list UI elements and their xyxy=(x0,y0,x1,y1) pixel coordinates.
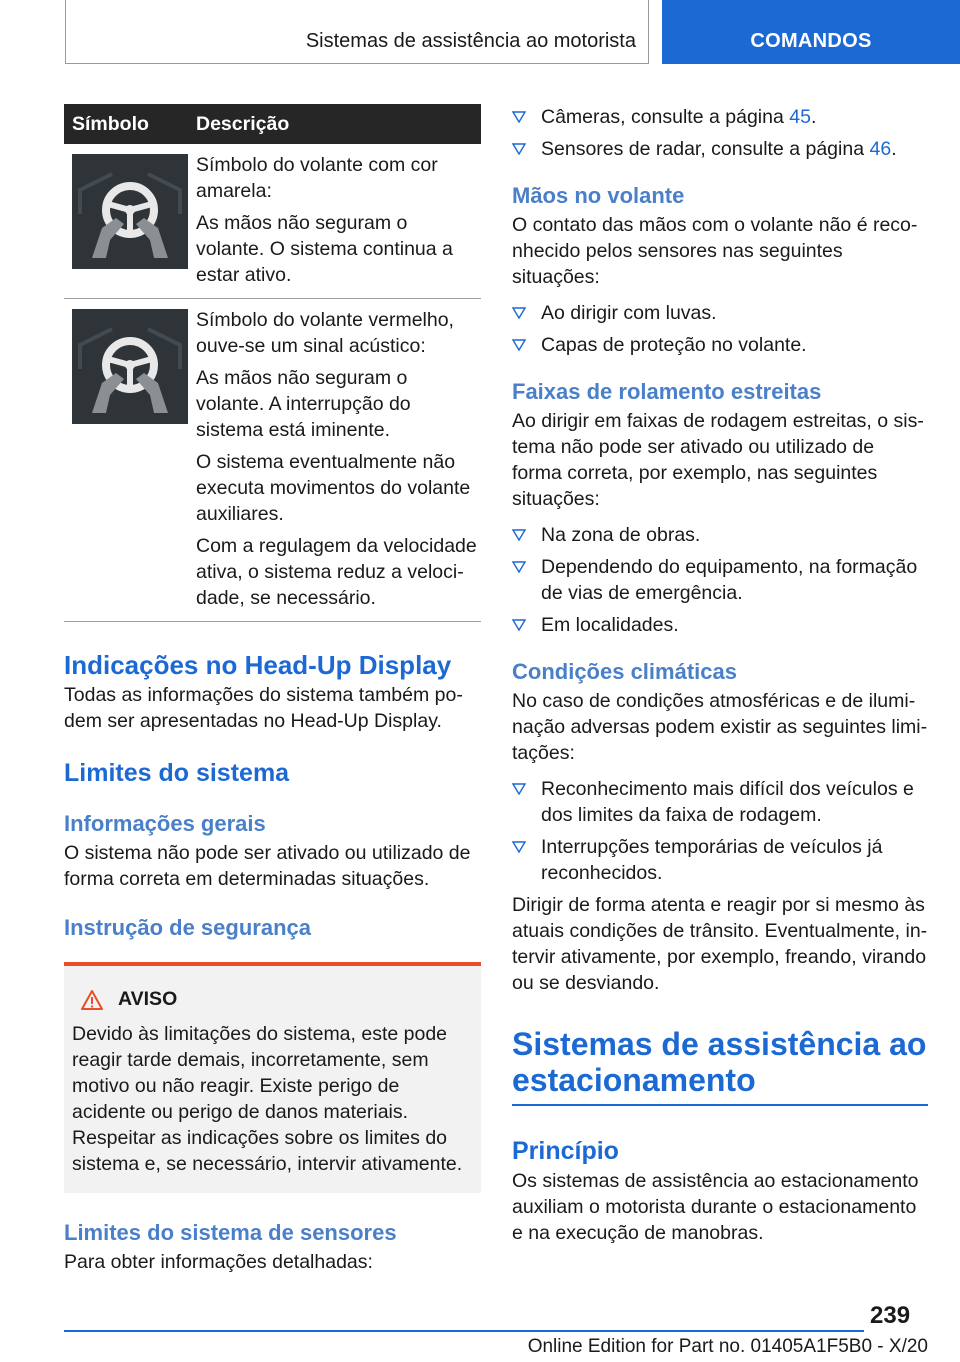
bullet-triangle-icon xyxy=(512,142,526,156)
description-cell xyxy=(196,152,481,288)
description-cell xyxy=(196,307,481,611)
reference-list xyxy=(512,104,928,162)
principle-text: Os sistemas de assistência ao estacionamento auxiliam o motorista durante o estacionamento e na execução de manobras. xyxy=(512,1170,919,1244)
list-item-text: Dependendo do equipamento, na formação de vias de emergência. xyxy=(541,556,918,604)
description-line: As mãos não seguram o volante. O sistema continua a estar ativo. xyxy=(196,212,453,286)
right-column xyxy=(512,104,928,1246)
general-text: O sistema não pode ser ativado ou utilizado de forma correta em determinadas situações. xyxy=(64,842,471,890)
weather-text: No caso de condições atmosféricas e de iluminação adversas podem existir as seguintes limitações: xyxy=(512,690,928,764)
bullet-triangle-icon xyxy=(512,782,526,796)
list-item xyxy=(512,834,928,886)
list-item xyxy=(512,612,928,638)
table-row xyxy=(64,299,481,622)
sensor-limits-text: Para obter informações detalhadas: xyxy=(64,1251,373,1273)
sensor-limits-heading: Limites do sistema de sensores xyxy=(64,1220,397,1245)
warning-triangle-icon xyxy=(80,989,104,1011)
symbol-cell xyxy=(64,307,196,611)
warning-box xyxy=(64,962,481,1193)
description-line: As mãos não seguram o volante. A interrupção do sistema está iminente. xyxy=(196,367,411,441)
list-item xyxy=(512,136,928,162)
description-line: Símbolo do volante com cor amarela: xyxy=(196,154,438,202)
list-item-text: Em localidades. xyxy=(541,614,679,636)
safety-heading: Instrução de segurança xyxy=(64,915,311,940)
steering-wheel-hands-red-icon xyxy=(72,309,188,424)
page-link-45[interactable]: 45 xyxy=(789,106,811,128)
bullet-triangle-icon xyxy=(512,618,526,632)
description-line: Com a regulagem da velocidade ativa, o sistema reduz a velocidade, se necessário. xyxy=(196,535,477,609)
hud-text: Todas as informações do sistema também podem ser apresentadas no Head-Up Display. xyxy=(64,684,463,732)
lanes-heading: Faixas de rolamento estreitas xyxy=(512,379,822,404)
warning-text: Devido às limitações do sistema, este pode reagir tarde demais, incorretamente, sem motivo ou não reagir. Existe perigo de acidente ou perigo de danos materiais. Respeitar as indicações sobre os limites do sistema e, se necessário, intervir ativamente. xyxy=(72,1023,463,1175)
ref-text: Sensores de radar, consulte a página xyxy=(541,138,870,160)
lanes-list xyxy=(512,522,928,638)
footer-edition: Online Edition for Part no. 01405A1F5B0 - X/20 xyxy=(527,1336,928,1357)
bullet-triangle-icon xyxy=(512,840,526,854)
warning-label: AVISO xyxy=(118,988,178,1010)
list-item xyxy=(512,776,928,828)
header-tab[interactable] xyxy=(662,0,960,64)
hud-heading: Indicações no Head-Up Display xyxy=(64,650,452,680)
principle-heading: Princípio xyxy=(512,1137,619,1165)
weather-after-text: Dirigir de forma atenta e reagir por si mesmo às atuais condições de trânsito. Eventualmente, intervir ativamente, por exemplo, freando, virando ou se desviando. xyxy=(512,894,928,994)
symbol-cell xyxy=(64,152,196,288)
header-tab-label: COMANDOS xyxy=(750,30,872,52)
footer-divider xyxy=(64,1330,864,1332)
bullet-triangle-icon xyxy=(512,528,526,542)
bullet-triangle-icon xyxy=(512,306,526,320)
bullet-triangle-icon xyxy=(512,560,526,574)
list-item xyxy=(512,300,928,326)
ref-end: . xyxy=(810,106,817,128)
list-item-text: Ao dirigir com luvas. xyxy=(541,302,717,324)
bullet-triangle-icon xyxy=(512,110,526,124)
page-number: 239 xyxy=(870,1302,911,1329)
list-item xyxy=(512,522,928,548)
list-item xyxy=(512,104,928,130)
lanes-text: Ao dirigir em faixas de rodagem estreitas, o sistema não pode ser ativado ou utilizado de forma correta, por exemplo, nas seguintes situações: xyxy=(512,410,924,510)
symbol-table xyxy=(64,104,481,622)
header-section-box xyxy=(65,0,649,64)
steering-wheel-hands-yellow-icon xyxy=(72,154,188,269)
hands-text: O contato das mãos com o volante não é reconhecido pelos sensores nas seguintes situações: xyxy=(512,214,918,288)
list-item xyxy=(512,332,928,358)
hands-list xyxy=(512,300,928,358)
general-heading: Informações gerais xyxy=(64,811,266,836)
list-item-text: Na zona de obras. xyxy=(541,524,701,546)
weather-list xyxy=(512,776,928,886)
parking-heading: Sistemas de assistência ao estacionamento xyxy=(512,1026,928,1106)
list-item xyxy=(512,554,928,606)
ref-text: Câmeras, consulte a página xyxy=(541,106,790,128)
list-item-text: Interrupções temporárias de veículos já reconhecidos. xyxy=(541,836,883,884)
page-link-46[interactable]: 46 xyxy=(869,138,892,160)
table-header xyxy=(64,104,481,144)
left-column xyxy=(64,104,481,1275)
column-header-symbol: Símbolo xyxy=(72,112,149,135)
description-line: Símbolo do volante vermelho, ouve-se um sinal acústico: xyxy=(196,309,454,357)
warning-title xyxy=(72,988,473,1011)
list-item-text: Reconhecimento mais difícil dos veículos e dos limites da faixa de rodagem. xyxy=(541,778,914,826)
ref-end: . xyxy=(891,138,897,160)
weather-heading: Condições climáticas xyxy=(512,659,737,684)
section-title: Sistemas de assistência ao motorista xyxy=(305,30,636,52)
limits-heading: Limites do sistema xyxy=(64,759,290,787)
bullet-triangle-icon xyxy=(512,338,526,352)
table-row xyxy=(64,144,481,299)
hands-heading: Mãos no volante xyxy=(512,183,685,208)
description-line: O sistema eventualmente não executa movimentos do volante auxiliares. xyxy=(196,451,471,525)
list-item-text: Capas de proteção no volante. xyxy=(541,334,807,356)
column-header-description: Descrição xyxy=(196,112,290,135)
